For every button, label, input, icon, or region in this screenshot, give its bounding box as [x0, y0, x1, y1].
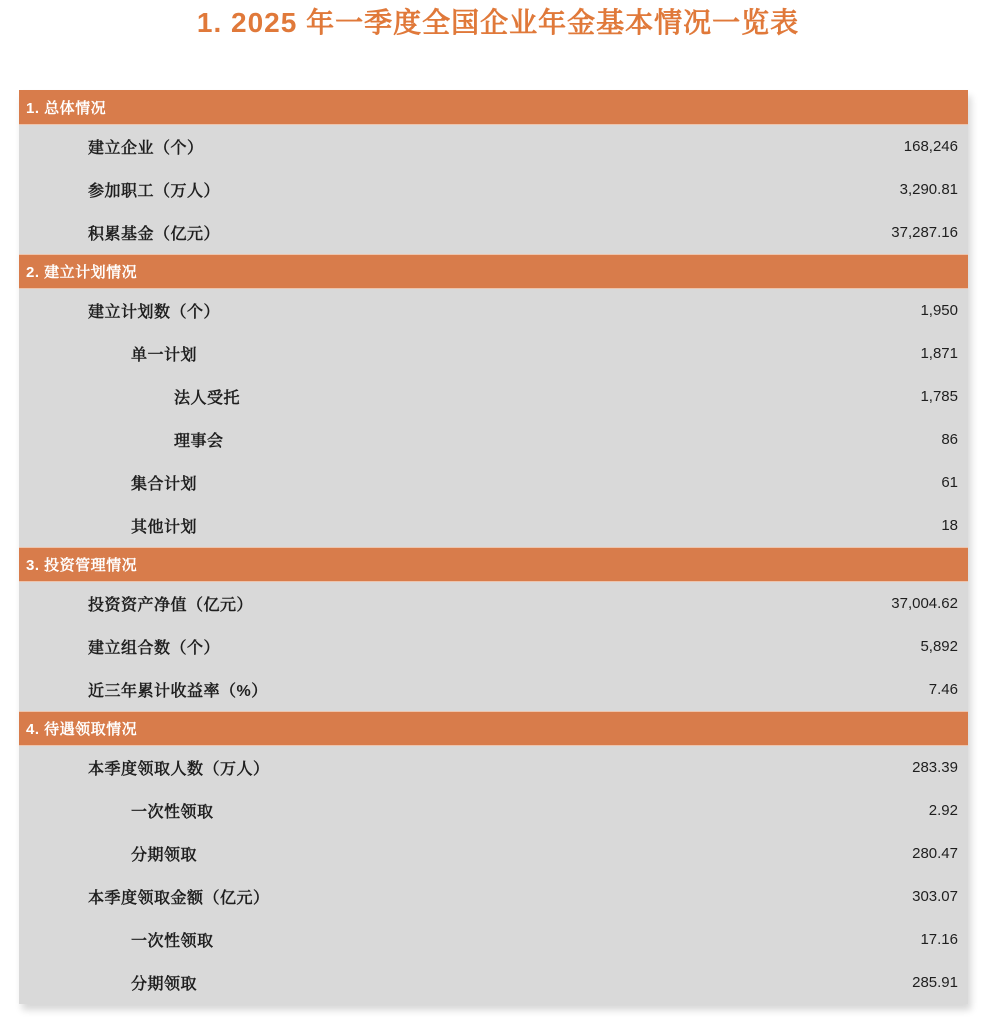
row-label: 一次性领取	[131, 933, 214, 950]
page-title: 1. 2025 年一季度全国企业年金基本情况一览表	[196, 7, 800, 38]
row-label: 建立组合数（个）	[88, 640, 221, 657]
row-value: 1,950	[920, 302, 958, 319]
row-label: 单一计划	[131, 347, 198, 364]
row-value: 280.47	[912, 845, 958, 862]
row-label: 本季度领取金额（亿元）	[88, 890, 270, 907]
table-row	[19, 332, 968, 375]
row-value: 1,871	[920, 345, 958, 362]
row-label: 积累基金（亿元）	[88, 226, 221, 243]
section-rows	[19, 746, 968, 1004]
row-label: 参加职工（万人）	[88, 183, 221, 200]
table-row	[19, 211, 968, 254]
table-row	[19, 668, 968, 711]
row-label: 分期领取	[131, 976, 198, 993]
row-label: 其他计划	[131, 519, 198, 536]
table-row	[19, 832, 968, 875]
table-row	[19, 789, 968, 832]
section-header-2: 2. 建立计划情况	[19, 254, 968, 289]
row-value: 2.92	[928, 802, 958, 819]
row-label: 近三年累计收益率（%）	[88, 683, 268, 700]
row-label: 一次性领取	[131, 804, 214, 821]
row-label: 建立企业（个）	[88, 140, 204, 157]
table-row	[19, 289, 968, 332]
section-header-1: 1. 总体情况	[19, 90, 968, 125]
row-value: 7.46	[928, 681, 958, 698]
table-row	[19, 125, 968, 168]
row-value: 303.07	[912, 888, 958, 905]
row-value: 283.39	[912, 759, 958, 776]
table-row	[19, 375, 968, 418]
table-row	[19, 746, 968, 789]
row-label: 分期领取	[131, 847, 198, 864]
table-row	[19, 504, 968, 547]
table-row	[19, 961, 968, 1004]
section-header-4: 4. 待遇领取情况	[19, 711, 968, 746]
row-label: 法人受托	[174, 390, 241, 407]
table-row	[19, 625, 968, 668]
row-value: 18	[941, 517, 958, 534]
row-value: 3,290.81	[899, 181, 958, 198]
row-label: 投资资产净值（亿元）	[88, 597, 254, 614]
table-row	[19, 418, 968, 461]
row-value: 5,892	[920, 638, 958, 655]
row-label: 本季度领取人数（万人）	[88, 761, 270, 778]
table-row	[19, 918, 968, 961]
row-value: 17.16	[920, 931, 958, 948]
table-section	[19, 711, 968, 1004]
row-value: 37,287.16	[891, 224, 958, 241]
row-value: 168,246	[903, 138, 958, 155]
row-value: 61	[941, 474, 958, 491]
row-label: 理事会	[174, 433, 224, 450]
section-rows	[19, 289, 968, 547]
row-label: 建立计划数（个）	[88, 304, 221, 321]
row-value: 1,785	[920, 388, 958, 405]
table-row	[19, 875, 968, 918]
annuity-table	[19, 90, 968, 1004]
table-row	[19, 168, 968, 211]
table-row	[19, 582, 968, 625]
section-header-3: 3. 投资管理情况	[19, 547, 968, 582]
row-value: 285.91	[912, 974, 958, 991]
table-section	[19, 90, 968, 254]
row-value: 86	[941, 431, 958, 448]
section-rows	[19, 582, 968, 711]
row-label: 集合计划	[131, 476, 198, 493]
table-section	[19, 547, 968, 711]
table-section	[19, 254, 968, 547]
section-rows	[19, 125, 968, 254]
table-row	[19, 461, 968, 504]
row-value: 37,004.62	[891, 595, 958, 612]
